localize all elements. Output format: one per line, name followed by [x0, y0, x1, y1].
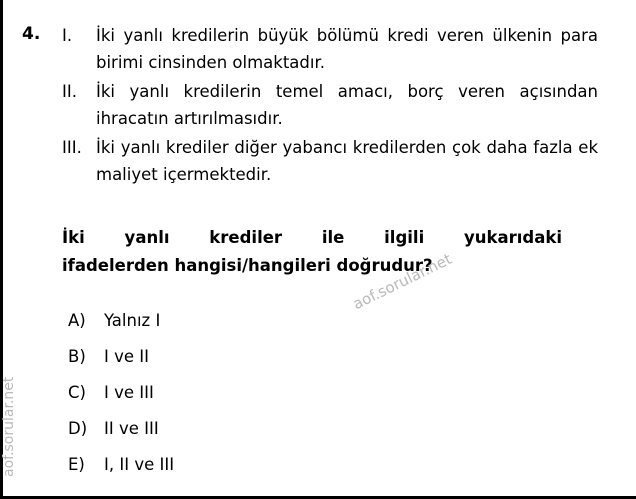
option-a-label: A) [68, 311, 86, 330]
option-c-label: C) [68, 383, 86, 402]
option-a-text: Yalnız I [104, 311, 161, 330]
left-border-rule [0, 0, 3, 499]
option-c-text: I ve III [104, 383, 154, 402]
statement-item [62, 22, 616, 76]
option-a[interactable] [68, 303, 488, 339]
question-prompt-line1: İki yanlı krediler ile ilgili yukarıdaki [62, 228, 562, 247]
option-e-label: E) [68, 455, 85, 474]
answer-options [68, 303, 488, 483]
option-b[interactable] [68, 339, 488, 375]
option-e-text: I, II ve III [104, 455, 175, 474]
statement-item [62, 134, 616, 188]
statement-label: II. [62, 82, 77, 101]
option-b-text: I ve II [104, 347, 150, 366]
watermark-main: aof.sorular.net [350, 249, 455, 314]
option-b-label: B) [68, 347, 86, 366]
statement-label: I. [62, 26, 73, 45]
statement-text: İki yanlı krediler diğer yabancı kredilerden çok daha fazla ek maliyet içermektedir. [96, 138, 598, 184]
question-number: 4. [22, 24, 41, 44]
statement-text: İki yanlı kredilerin büyük bölümü kredi veren ülkenin para birimi cinsinden olmaktadır. [96, 26, 598, 72]
watermark-side: aof.sorular.net [1, 376, 17, 477]
option-c[interactable] [68, 375, 488, 411]
option-d-label: D) [68, 419, 88, 438]
statement-item [62, 78, 616, 132]
statement-text: İki yanlı kredilerin temel amacı, borç veren açısından ihracatın artırılmasıdır. [96, 82, 598, 128]
option-d-text: II ve III [104, 419, 159, 438]
option-e[interactable] [68, 447, 488, 483]
statement-list [62, 22, 616, 190]
statement-label: III. [62, 138, 82, 157]
question-prompt-line2: ifadelerden hangisi/hangileri doğrudur? [62, 256, 433, 275]
question-prompt [62, 224, 562, 280]
option-d[interactable] [68, 411, 488, 447]
